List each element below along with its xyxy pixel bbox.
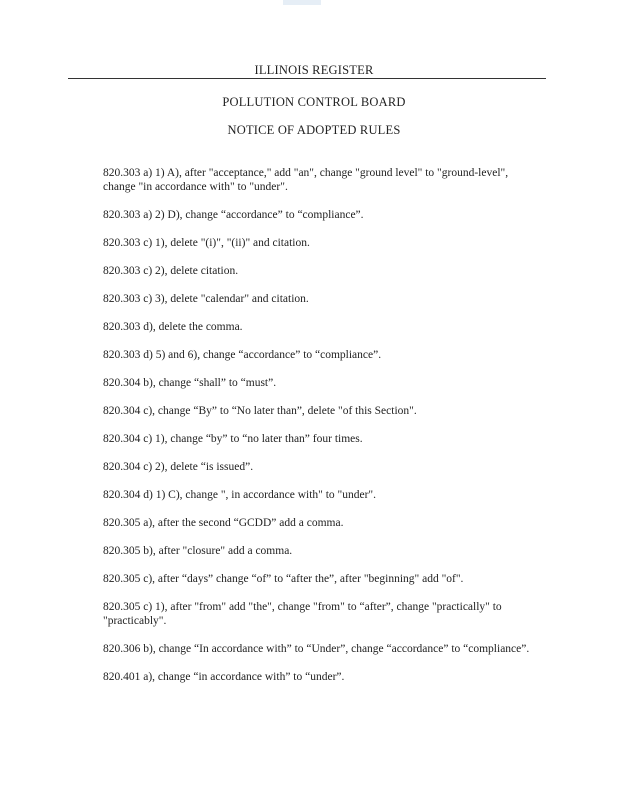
amendment-item: 820.304 c) 2), delete “is issued”. bbox=[103, 461, 254, 473]
amendment-item: 820.401 a), change “in accordance with” to “under”. bbox=[103, 671, 345, 683]
amendment-item: 820.303 d), delete the comma. bbox=[103, 321, 243, 333]
board-title: POLLUTION CONTROL BOARD bbox=[222, 95, 406, 109]
amendment-item: 820.305 c) 1), after "from" add "the", change "from" to “after”, change "practically" to "practicably". bbox=[103, 601, 502, 627]
amendment-item: 820.303 d) 5) and 6), change “accordance” to “compliance”. bbox=[103, 349, 382, 361]
amendment-item: 820.303 a) 2) D), change “accordance” to “compliance”. bbox=[103, 209, 364, 221]
amendment-item: 820.303 c) 1), delete "(i)", "(ii)" and citation. bbox=[103, 237, 310, 249]
amendment-item: 820.305 c), after “days” change “of” to “after the”, after "beginning" add "of". bbox=[103, 573, 464, 585]
amendment-item: 820.304 d) 1) C), change ", in accordance with" to "under". bbox=[103, 489, 376, 501]
amendment-item: 820.303 c) 3), delete "calendar" and citation. bbox=[103, 293, 309, 305]
header-rule bbox=[68, 78, 546, 79]
amendment-item: 820.304 c), change “By” to “No later than”, delete "of this Section". bbox=[103, 405, 417, 417]
amendment-item: 820.304 c) 1), change “by” to “no later than” four times. bbox=[103, 433, 363, 445]
amendment-item: 820.306 b), change “In accordance with” to “Under”, change “accordance” to “compliance”. bbox=[103, 643, 530, 655]
register-header: ILLINOIS REGISTER bbox=[254, 63, 374, 77]
amendment-item: 820.303 c) 2), delete citation. bbox=[103, 265, 239, 277]
amendment-item: 820.305 a), after the second “GCDD” add a comma. bbox=[103, 517, 344, 529]
amendment-item: 820.304 b), change “shall” to “must”. bbox=[103, 377, 277, 389]
notice-title: NOTICE OF ADOPTED RULES bbox=[227, 123, 401, 137]
amendments-list bbox=[103, 166, 543, 698]
amendment-item: 820.303 a) 1) A), after "acceptance," add "an", change "ground level" to "ground-level", change "in accordance with" to "under". bbox=[103, 167, 509, 193]
scan-artifact bbox=[283, 0, 321, 5]
amendment-item: 820.305 b), after "closure" add a comma. bbox=[103, 545, 293, 557]
